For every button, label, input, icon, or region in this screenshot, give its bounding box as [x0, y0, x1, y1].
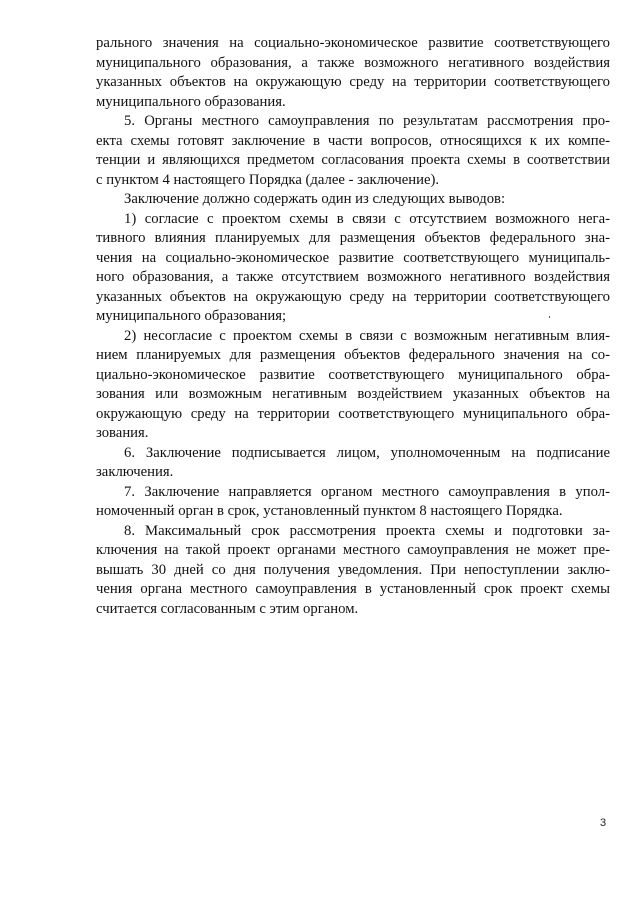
text-line: екта схемы готовят заключение в части вопросов, относящихся к их компе-	[96, 132, 610, 149]
text-line: рального значения на социально-экономическое развитие соответствующего	[96, 35, 610, 51]
paragraph-8-line: 8. Максимальный срок рассмотрения проекта схемы и подготовки за-	[124, 522, 610, 539]
text-line: циально-экономическое развитие соответствующего муниципального обра-	[96, 366, 610, 383]
text-line: нием планируемых для размещения объектов федерального значения на со-	[96, 347, 610, 363]
text-line: указанных объектов на окружающую среду на территории соответствующего	[96, 288, 610, 305]
text-line: указанных объектов на окружающую среду на территории соответствующего	[96, 74, 610, 90]
paragraph-7-line: 7. Заключение направляется органом местного самоуправления в упол-	[124, 483, 610, 500]
text-line: зования.	[96, 425, 149, 441]
text-line: вышать 30 дней со дня получения уведомления. При непоступлении заклю-	[96, 561, 610, 578]
text-line: с пунктом 4 настоящего Порядка (далее - заключение).	[96, 171, 440, 188]
text-line: окружающую среду на территории соответствующего муниципального обра-	[96, 405, 610, 422]
scan-speck	[549, 316, 550, 318]
text-line: ного образования, а также отсутствием возможного негативного воздействия	[96, 269, 610, 285]
text-line: заключения.	[96, 464, 174, 480]
text-line: номоченный орган в срок, установленный пунктом 8 настоящего Порядка.	[96, 503, 563, 519]
text-line: тивного влияния планируемых для размещения объектов федерального зна-	[96, 230, 610, 246]
text-line: считается согласованным с этим органом.	[96, 600, 359, 617]
text-line: муниципального образования;	[96, 308, 287, 324]
paragraph-5-line: 5. Органы местного самоуправления по результатам рассмотрения про-	[124, 113, 610, 129]
text-line: муниципального образования, а также возможного негативного воздействия	[96, 54, 610, 71]
text-line: муниципального образования.	[96, 93, 286, 110]
text-line: ключения на такой проект органами местного самоуправления не может пре-	[96, 542, 610, 558]
page-number: 3	[600, 817, 607, 829]
text-line: чения на социально-экономическое развитие соответствующего муниципаль-	[96, 249, 610, 266]
conclusion-intro-line: Заключение должно содержать один из следующих выводов:	[124, 191, 506, 207]
item-2-line: 2) несогласие с проектом схемы в связи с возможным негативным влия-	[124, 327, 610, 344]
text-line: зования или возможным негативным воздействием указанных объектов на	[96, 386, 610, 402]
item-1-line: 1) согласие с проектом схемы в связи с отсутствием возможного нега-	[124, 210, 610, 227]
paragraph-6-line: 6. Заключение подписывается лицом, уполномоченным на подписание	[124, 444, 610, 461]
text-line: чения органа местного самоуправления в установленный срок проект схемы	[96, 581, 610, 597]
text-line: тенции и являющихся предметом согласования проекта схемы в соответствии	[96, 152, 610, 168]
document-body	[96, 34, 610, 619]
